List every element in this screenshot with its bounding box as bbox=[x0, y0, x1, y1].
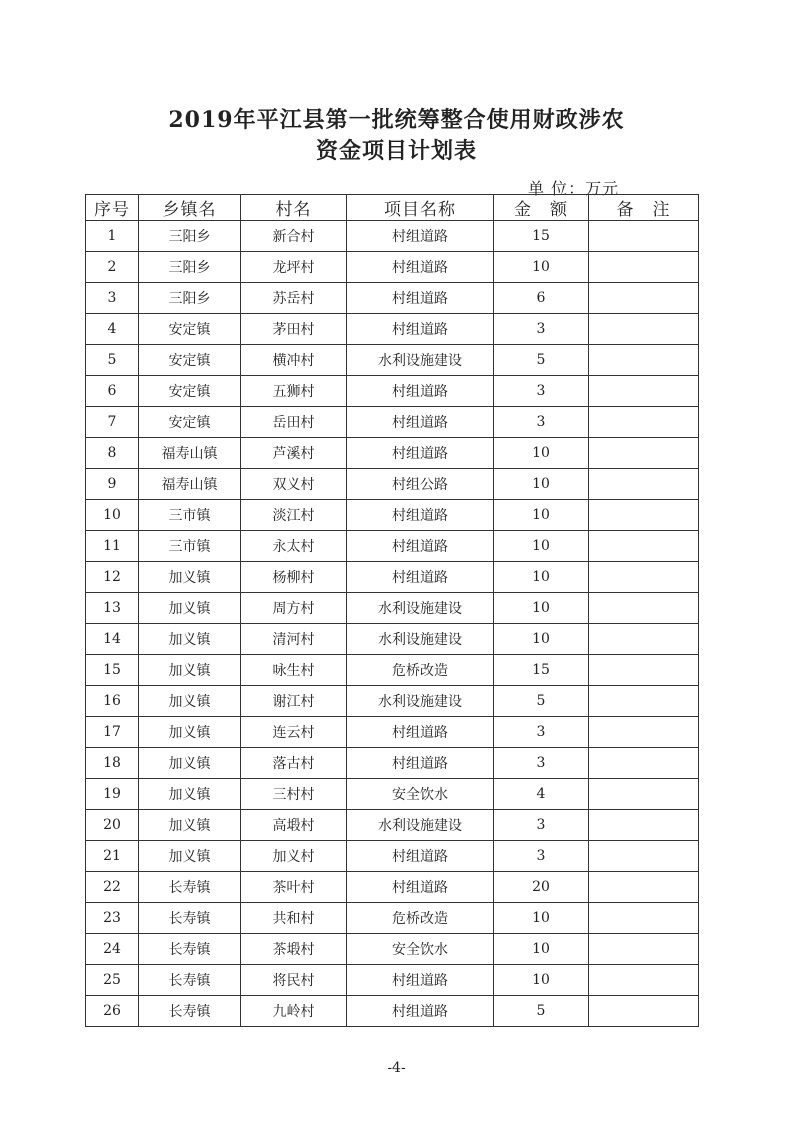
cell-amount: 10 bbox=[494, 593, 589, 624]
cell-project: 村组道路 bbox=[347, 748, 494, 779]
cell-project: 村组道路 bbox=[347, 531, 494, 562]
table-row bbox=[86, 624, 699, 655]
cell-remark bbox=[589, 748, 699, 779]
cell-town: 加义镇 bbox=[139, 841, 241, 872]
cell-remark bbox=[589, 965, 699, 996]
cell-project: 村组道路 bbox=[347, 562, 494, 593]
table-row bbox=[86, 872, 699, 903]
cell-amount: 3 bbox=[494, 841, 589, 872]
cell-no: 26 bbox=[86, 996, 139, 1027]
cell-no: 11 bbox=[86, 531, 139, 562]
cell-village: 新合村 bbox=[241, 221, 347, 252]
cell-village: 周方村 bbox=[241, 593, 347, 624]
cell-no: 19 bbox=[86, 779, 139, 810]
cell-no: 16 bbox=[86, 686, 139, 717]
cell-village: 淡江村 bbox=[241, 500, 347, 531]
cell-town: 加义镇 bbox=[139, 624, 241, 655]
table-row bbox=[86, 345, 699, 376]
cell-village: 茶塅村 bbox=[241, 934, 347, 965]
cell-village: 连云村 bbox=[241, 717, 347, 748]
cell-amount: 15 bbox=[494, 221, 589, 252]
cell-no: 18 bbox=[86, 748, 139, 779]
cell-project: 村组道路 bbox=[347, 438, 494, 469]
cell-project: 村组道路 bbox=[347, 283, 494, 314]
cell-project: 村组道路 bbox=[347, 221, 494, 252]
cell-project: 危桥改造 bbox=[347, 903, 494, 934]
cell-amount: 3 bbox=[494, 407, 589, 438]
cell-town: 加义镇 bbox=[139, 593, 241, 624]
cell-project: 村组道路 bbox=[347, 965, 494, 996]
cell-amount: 6 bbox=[494, 283, 589, 314]
table-row bbox=[86, 996, 699, 1027]
title-line-1: 2019年平江县第一批统筹整合使用财政涉农 bbox=[168, 107, 625, 133]
cell-amount: 5 bbox=[494, 686, 589, 717]
cell-town: 长寿镇 bbox=[139, 996, 241, 1027]
table-row bbox=[86, 438, 699, 469]
cell-project: 村组道路 bbox=[347, 407, 494, 438]
cell-amount: 3 bbox=[494, 748, 589, 779]
cell-town: 加义镇 bbox=[139, 686, 241, 717]
table-row bbox=[86, 314, 699, 345]
cell-amount: 10 bbox=[494, 469, 589, 500]
table-row bbox=[86, 500, 699, 531]
cell-amount: 15 bbox=[494, 655, 589, 686]
cell-amount: 20 bbox=[494, 872, 589, 903]
cell-amount: 10 bbox=[494, 531, 589, 562]
cell-amount: 10 bbox=[494, 562, 589, 593]
cell-remark bbox=[589, 841, 699, 872]
cell-town: 长寿镇 bbox=[139, 965, 241, 996]
cell-no: 22 bbox=[86, 872, 139, 903]
cell-project: 安全饮水 bbox=[347, 934, 494, 965]
table-row bbox=[86, 655, 699, 686]
cell-project: 水利设施建设 bbox=[347, 686, 494, 717]
cell-no: 23 bbox=[86, 903, 139, 934]
table-row bbox=[86, 748, 699, 779]
cell-town: 三市镇 bbox=[139, 500, 241, 531]
header-project: 项目名称 bbox=[347, 195, 494, 221]
cell-amount: 5 bbox=[494, 345, 589, 376]
page-number: -4- bbox=[387, 1060, 406, 1076]
cell-amount: 10 bbox=[494, 500, 589, 531]
cell-remark bbox=[589, 872, 699, 903]
cell-town: 加义镇 bbox=[139, 562, 241, 593]
cell-village: 芦溪村 bbox=[241, 438, 347, 469]
cell-town: 三阳乡 bbox=[139, 252, 241, 283]
cell-remark bbox=[589, 531, 699, 562]
cell-village: 加义村 bbox=[241, 841, 347, 872]
cell-no: 17 bbox=[86, 717, 139, 748]
project-table bbox=[85, 194, 699, 1027]
cell-village: 杨柳村 bbox=[241, 562, 347, 593]
cell-no: 14 bbox=[86, 624, 139, 655]
cell-remark bbox=[589, 717, 699, 748]
table-row bbox=[86, 841, 699, 872]
cell-remark bbox=[589, 779, 699, 810]
table-row bbox=[86, 252, 699, 283]
cell-town: 加义镇 bbox=[139, 748, 241, 779]
cell-remark bbox=[589, 221, 699, 252]
cell-town: 加义镇 bbox=[139, 717, 241, 748]
cell-project: 危桥改造 bbox=[347, 655, 494, 686]
cell-no: 6 bbox=[86, 376, 139, 407]
cell-no: 10 bbox=[86, 500, 139, 531]
table-row bbox=[86, 903, 699, 934]
cell-no: 2 bbox=[86, 252, 139, 283]
cell-town: 福寿山镇 bbox=[139, 469, 241, 500]
cell-village: 永太村 bbox=[241, 531, 347, 562]
cell-amount: 10 bbox=[494, 965, 589, 996]
cell-amount: 3 bbox=[494, 810, 589, 841]
cell-project: 水利设施建设 bbox=[347, 810, 494, 841]
table-row bbox=[86, 283, 699, 314]
header-no: 序号 bbox=[86, 195, 139, 221]
cell-project: 水利设施建设 bbox=[347, 624, 494, 655]
cell-village: 落古村 bbox=[241, 748, 347, 779]
table-row bbox=[86, 221, 699, 252]
cell-project: 村组道路 bbox=[347, 872, 494, 903]
cell-town: 长寿镇 bbox=[139, 903, 241, 934]
cell-project: 安全饮水 bbox=[347, 779, 494, 810]
cell-project: 水利设施建设 bbox=[347, 345, 494, 376]
cell-project: 村组道路 bbox=[347, 500, 494, 531]
cell-no: 13 bbox=[86, 593, 139, 624]
cell-village: 将民村 bbox=[241, 965, 347, 996]
cell-village: 清河村 bbox=[241, 624, 347, 655]
cell-village: 苏岳村 bbox=[241, 283, 347, 314]
cell-town: 三阳乡 bbox=[139, 283, 241, 314]
cell-remark bbox=[589, 283, 699, 314]
cell-no: 21 bbox=[86, 841, 139, 872]
table-row bbox=[86, 934, 699, 965]
cell-town: 长寿镇 bbox=[139, 934, 241, 965]
cell-remark bbox=[589, 314, 699, 345]
cell-town: 福寿山镇 bbox=[139, 438, 241, 469]
cell-amount: 10 bbox=[494, 252, 589, 283]
cell-town: 加义镇 bbox=[139, 810, 241, 841]
cell-remark bbox=[589, 407, 699, 438]
cell-no: 7 bbox=[86, 407, 139, 438]
cell-amount: 3 bbox=[494, 314, 589, 345]
cell-project: 村组道路 bbox=[347, 717, 494, 748]
table-row bbox=[86, 376, 699, 407]
cell-no: 20 bbox=[86, 810, 139, 841]
cell-no: 1 bbox=[86, 221, 139, 252]
title-line-2: 资金项目计划表 bbox=[315, 138, 477, 164]
cell-project: 村组公路 bbox=[347, 469, 494, 500]
cell-remark bbox=[589, 500, 699, 531]
cell-project: 村组道路 bbox=[347, 841, 494, 872]
unit-label: 单 位：万元 bbox=[528, 179, 620, 198]
table-row bbox=[86, 531, 699, 562]
table-row bbox=[86, 593, 699, 624]
cell-remark bbox=[589, 593, 699, 624]
cell-no: 24 bbox=[86, 934, 139, 965]
table-row bbox=[86, 562, 699, 593]
cell-remark bbox=[589, 996, 699, 1027]
cell-village: 高塅村 bbox=[241, 810, 347, 841]
cell-amount: 5 bbox=[494, 996, 589, 1027]
cell-amount: 3 bbox=[494, 376, 589, 407]
cell-village: 谢江村 bbox=[241, 686, 347, 717]
cell-town: 安定镇 bbox=[139, 314, 241, 345]
cell-no: 8 bbox=[86, 438, 139, 469]
cell-remark bbox=[589, 438, 699, 469]
cell-amount: 10 bbox=[494, 934, 589, 965]
table-row bbox=[86, 469, 699, 500]
table-header-row bbox=[86, 195, 699, 221]
cell-no: 9 bbox=[86, 469, 139, 500]
cell-village: 岳田村 bbox=[241, 407, 347, 438]
cell-project: 村组道路 bbox=[347, 996, 494, 1027]
table-row bbox=[86, 965, 699, 996]
cell-town: 安定镇 bbox=[139, 345, 241, 376]
cell-town: 加义镇 bbox=[139, 779, 241, 810]
cell-village: 三村村 bbox=[241, 779, 347, 810]
cell-village: 共和村 bbox=[241, 903, 347, 934]
cell-remark bbox=[589, 624, 699, 655]
cell-amount: 4 bbox=[494, 779, 589, 810]
cell-amount: 10 bbox=[494, 624, 589, 655]
cell-village: 茅田村 bbox=[241, 314, 347, 345]
table-row bbox=[86, 779, 699, 810]
cell-town: 加义镇 bbox=[139, 655, 241, 686]
cell-project: 村组道路 bbox=[347, 376, 494, 407]
cell-remark bbox=[589, 252, 699, 283]
cell-amount: 10 bbox=[494, 438, 589, 469]
cell-project: 村组道路 bbox=[347, 314, 494, 345]
cell-project: 村组道路 bbox=[347, 252, 494, 283]
table-row bbox=[86, 686, 699, 717]
header-town: 乡镇名 bbox=[139, 195, 241, 221]
cell-village: 横冲村 bbox=[241, 345, 347, 376]
cell-amount: 3 bbox=[494, 717, 589, 748]
cell-village: 五狮村 bbox=[241, 376, 347, 407]
cell-no: 25 bbox=[86, 965, 139, 996]
cell-village: 九岭村 bbox=[241, 996, 347, 1027]
cell-remark bbox=[589, 903, 699, 934]
cell-no: 3 bbox=[86, 283, 139, 314]
cell-remark bbox=[589, 345, 699, 376]
cell-town: 长寿镇 bbox=[139, 872, 241, 903]
cell-no: 4 bbox=[86, 314, 139, 345]
cell-no: 15 bbox=[86, 655, 139, 686]
table-row bbox=[86, 810, 699, 841]
cell-remark bbox=[589, 810, 699, 841]
header-amount: 金 额 bbox=[494, 195, 589, 221]
cell-remark bbox=[589, 562, 699, 593]
cell-town: 安定镇 bbox=[139, 407, 241, 438]
table-row bbox=[86, 717, 699, 748]
cell-amount: 10 bbox=[494, 903, 589, 934]
cell-no: 5 bbox=[86, 345, 139, 376]
cell-village: 茶叶村 bbox=[241, 872, 347, 903]
cell-town: 三阳乡 bbox=[139, 221, 241, 252]
cell-village: 龙坪村 bbox=[241, 252, 347, 283]
table-row bbox=[86, 407, 699, 438]
header-remark: 备 注 bbox=[589, 195, 699, 221]
cell-town: 安定镇 bbox=[139, 376, 241, 407]
cell-project: 水利设施建设 bbox=[347, 593, 494, 624]
cell-remark bbox=[589, 469, 699, 500]
cell-no: 12 bbox=[86, 562, 139, 593]
header-village: 村名 bbox=[241, 195, 347, 221]
cell-remark bbox=[589, 934, 699, 965]
cell-village: 双义村 bbox=[241, 469, 347, 500]
cell-remark bbox=[589, 376, 699, 407]
cell-town: 三市镇 bbox=[139, 531, 241, 562]
cell-village: 咏生村 bbox=[241, 655, 347, 686]
cell-remark bbox=[589, 686, 699, 717]
cell-remark bbox=[589, 655, 699, 686]
